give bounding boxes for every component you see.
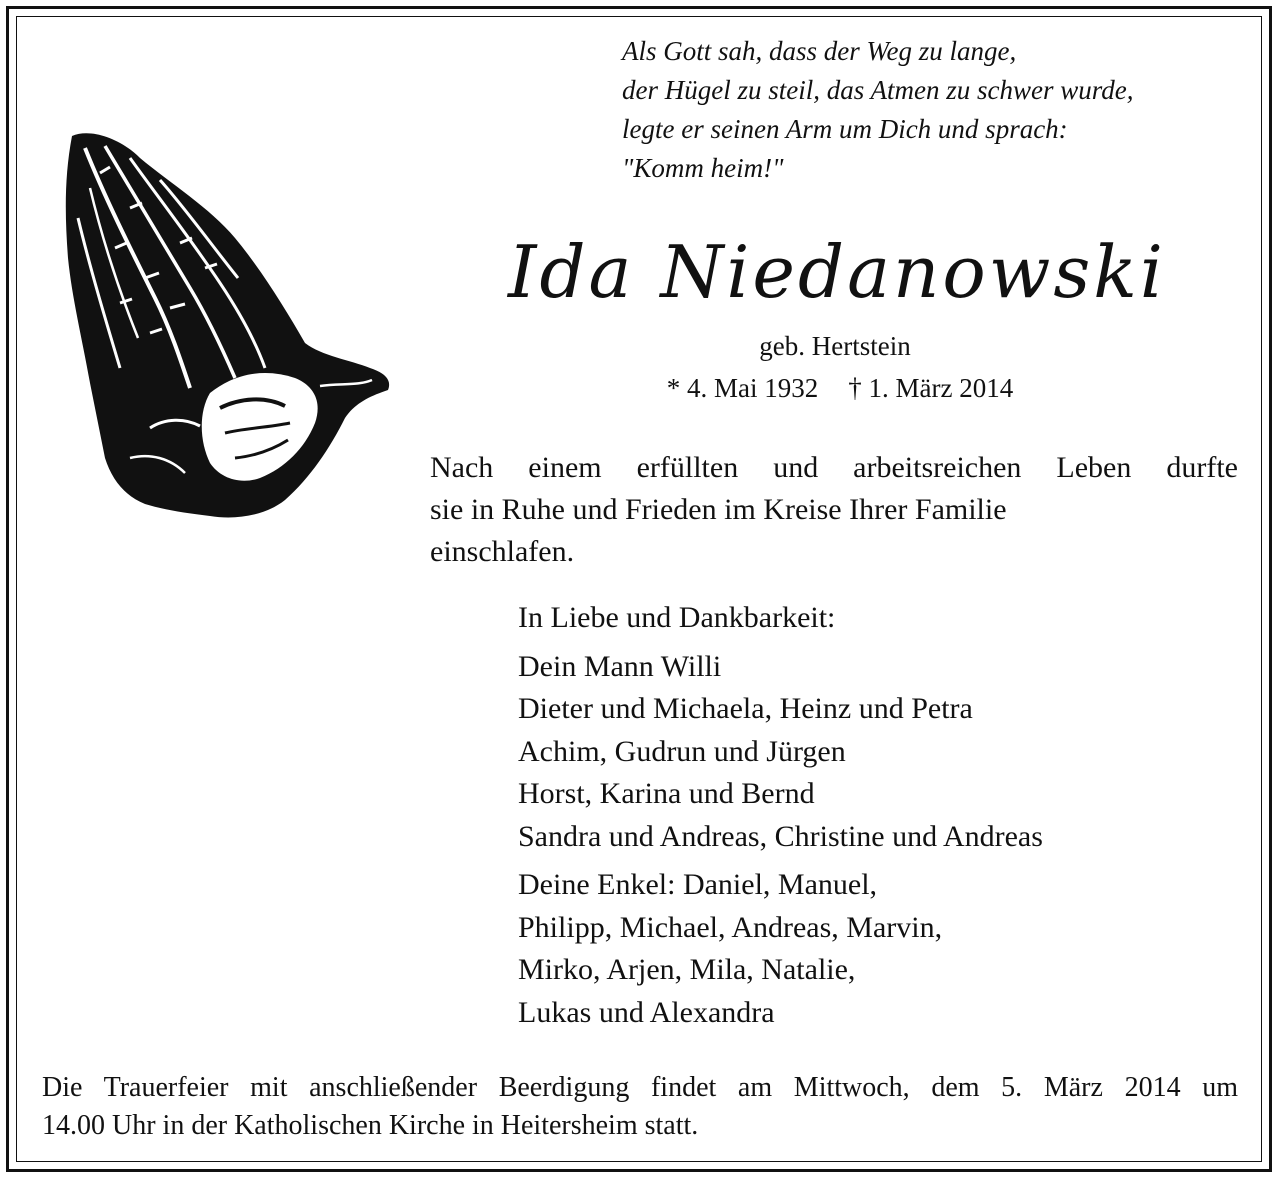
life-dates <box>560 370 1120 406</box>
death-date: † 1. März 2014 <box>848 373 1014 403</box>
ceremony-line: 14.00 Uhr in der Katholischen Kirche in Heitersheim statt. <box>42 1110 699 1141</box>
poem-line: legte er seinen Arm um Dich und sprach: <box>622 114 1068 144</box>
birth-name: geb. Hertstein <box>759 331 911 361</box>
grandchildren-line: Lukas und Alexandra <box>518 995 775 1029</box>
intro-text <box>430 447 1238 573</box>
ceremony-notice <box>42 1069 1238 1145</box>
praying-hands-icon <box>60 128 400 528</box>
family-member: Sandra und Andreas, Christine und Andreas <box>518 819 1043 853</box>
family-member: Dieter und Michaela, Heinz und Petra <box>518 692 973 725</box>
grandchildren-line: Deine Enkel: Daniel, Manuel, <box>518 868 878 901</box>
family-member: Horst, Karina und Bernd <box>518 777 815 810</box>
intro-line: sie in Ruhe und Frieden im Kreise Ihrer Familie <box>430 493 1007 526</box>
family-list <box>518 597 1218 1034</box>
ceremony-line: Die Trauerfeier mit anschließender Beerdigung findet am Mittwoch, dem 5. März 2014 um <box>42 1072 1238 1103</box>
family-member: Dein Mann Willi <box>518 649 722 683</box>
family-member: Achim, Gudrun und Jürgen <box>518 734 846 768</box>
intro-line: Nach einem erfüllten und arbeitsreichen Leben durfte <box>430 451 1238 484</box>
poem <box>622 32 1262 188</box>
deceased-name: Ida Niedanowski <box>508 230 1166 314</box>
grandchildren-line: Mirko, Arjen, Mila, Natalie, <box>518 953 856 986</box>
family-heading: In Liebe und Dankbarkeit: <box>518 601 836 634</box>
poem-line: "Komm heim!" <box>622 153 784 183</box>
grandchildren-line: Philipp, Michael, Andreas, Marvin, <box>518 910 943 944</box>
poem-line: Als Gott sah, dass der Weg zu lange, <box>622 36 1017 66</box>
poem-line: der Hügel zu steil, das Atmen zu schwer wurde, <box>622 75 1134 105</box>
birth-date: * 4. Mai 1932 <box>666 373 819 403</box>
intro-line: einschlafen. <box>430 535 575 568</box>
